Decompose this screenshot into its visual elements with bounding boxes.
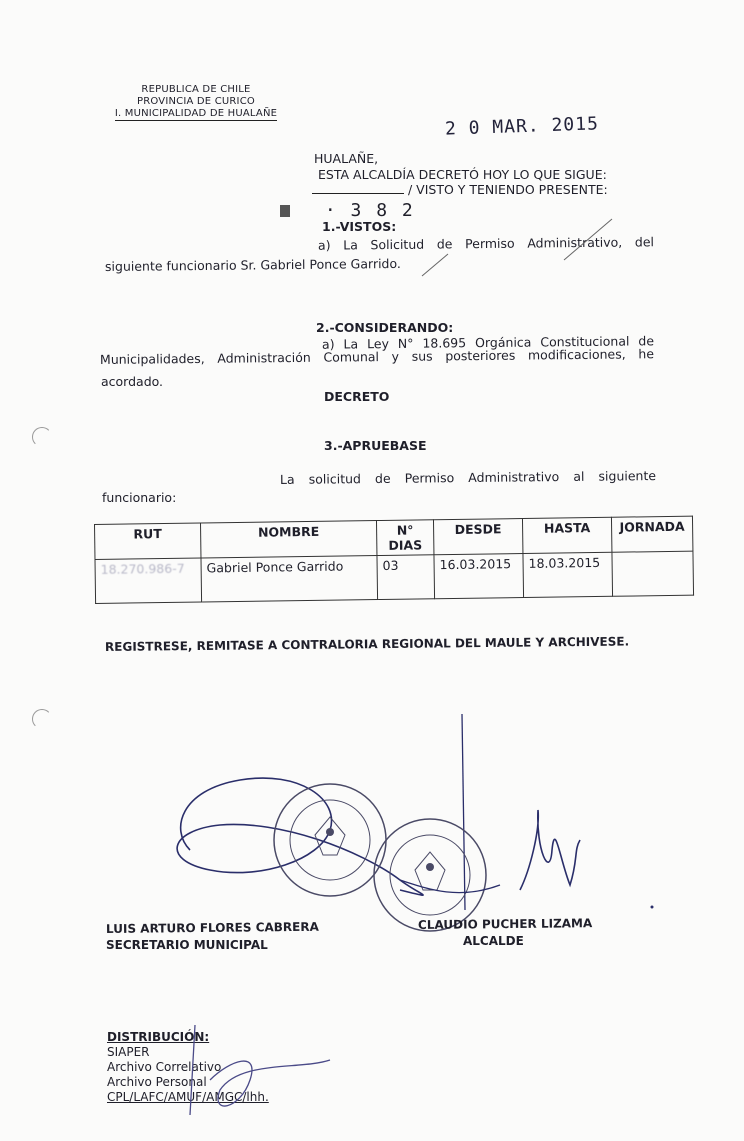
letterhead-line-3: I. MUNICIPALIDAD DE HUALAÑE (114, 108, 278, 119)
col-header-jornada: JORNADA (611, 516, 692, 552)
secretary-title: SECRETARIO MUNICIPAL (106, 938, 268, 952)
apruebase-heading: 3.-APRUEBASE (324, 438, 427, 453)
col-header-desde: DESDE (433, 519, 522, 555)
considerando-heading: 2.-CONSIDERANDO: (316, 320, 454, 335)
decree-number (280, 200, 415, 221)
mayor-signature-icon (520, 810, 580, 890)
mayor-name: CLAUDIO PUCHER LIZAMA (417, 916, 593, 932)
considerando-line-2: Municipalidades, Administración Comunal y sus posteriores modificaciones, he (99, 346, 655, 367)
date-stamp: 2 0 MAR. 2015 (444, 113, 600, 140)
check-mark-icon (560, 215, 620, 265)
distribution-heading: DISTRIBUCIÓN: (107, 1030, 210, 1044)
letterhead-line-1: REPUBLICA DE CHILE (141, 84, 251, 95)
stamp-mark-icon (280, 205, 290, 217)
cell-desde: 16.03.2015 (434, 554, 524, 599)
place-name: HUALAÑE, (314, 151, 379, 166)
secretary-seal-icon (274, 784, 386, 896)
col-header-rut: RUT (95, 523, 201, 559)
cell-jornada (612, 551, 694, 596)
apruebase-line-2: funcionario: (102, 490, 177, 505)
permit-table (94, 516, 694, 604)
col-header-hasta: HASTA (522, 517, 611, 553)
initials-signature-icon (150, 1020, 340, 1120)
visto-text: / VISTO Y TENIENDO PRESENTE: (407, 182, 608, 197)
registrese-line: REGISTRESE, REMITASE A CONTRALORIA REGIONAL DEL MAULE Y ARCHIVESE. (104, 634, 630, 654)
intro-line: ESTA ALCALDÍA DECRETÓ HOY LO QUE SIGUE: (318, 167, 607, 182)
permit-table-wrapper (94, 518, 693, 604)
distribution-item: CPL/LAFC/AMUF/AMGC/lhh. (107, 1090, 269, 1104)
mayor-title: ALCALDE (463, 934, 524, 948)
considerando-line-1: a) La Ley N° 18.695 Orgánica Constitucional de (321, 333, 655, 352)
letterhead (96, 84, 296, 121)
vistos-line-1: a) La Solicitud de Permiso Administrativo, del (317, 234, 655, 253)
cell-nombre: Gabriel Ponce Garrido (201, 556, 378, 602)
distribution-item: SIAPER (107, 1045, 150, 1059)
cell-rut: 18.270.986-7 (95, 558, 202, 603)
decree-number-value: · 3 8 2 (324, 200, 415, 221)
cell-hasta: 18.03.2015 (523, 552, 613, 597)
vistos-line-2: siguiente funcionario Sr. Gabriel Ponce Garrido. (104, 255, 401, 274)
punch-hole-icon (32, 709, 52, 729)
col-header-dias: N° DIAS (376, 520, 433, 556)
punch-hole-icon (32, 427, 52, 447)
col-header-nombre: NOMBRE (200, 521, 376, 558)
vistos-heading: 1.-VISTOS: (322, 219, 397, 234)
mayor-seal-icon (374, 819, 486, 931)
letterhead-line-2: PROVINCIA DE CURICO (137, 96, 255, 107)
cell-dias: 03 (377, 555, 435, 600)
visto-line (312, 182, 608, 197)
table-row (95, 551, 694, 603)
signature-stroke-icon (462, 714, 465, 910)
considerando-line-3: acordado. (101, 374, 164, 389)
decreto-heading: DECRETO (324, 389, 390, 404)
apruebase-line-1: La solicitud de Permiso Administrativo al siguiente (279, 468, 657, 487)
distribution-item: Archivo Correlativo (107, 1060, 222, 1074)
secretary-name: LUIS ARTURO FLORES CABRERA (105, 919, 319, 936)
distribution-item: Archivo Personal (107, 1075, 207, 1089)
check-mark-icon (420, 248, 460, 278)
